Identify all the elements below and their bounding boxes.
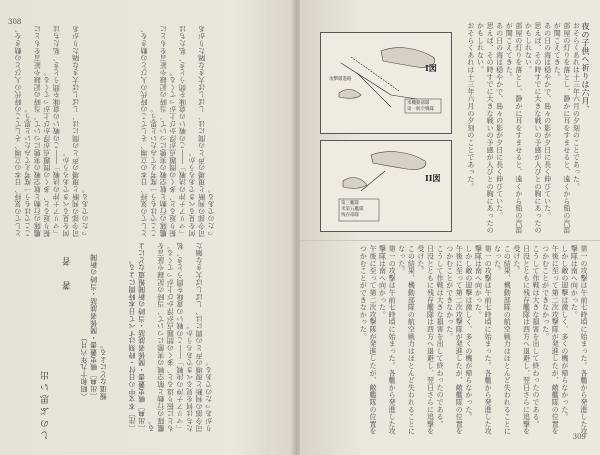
left-upper-text	[14, 22, 132, 237]
right-page-number: 309	[572, 433, 586, 441]
map-one-drawing	[321, 33, 451, 133]
text-column: しかし敵の迎撃は激しく、多くの機が帰らなかった。	[560, 245, 569, 421]
text-column: 思えば、その時すでに大きな戦いの予感が人びとの胸にあったのかもしれない。	[524, 22, 543, 234]
text-column: 夜の子供へ祈りは六月、	[581, 22, 590, 114]
text-column: 「マリアナ沖の決戦」――この戦いの意味を問うとき、私たちは何を見るべきであろうか。	[178, 25, 196, 237]
map-note: 攻撃隊進路	[329, 77, 352, 82]
text-column: 思えば、その時すでに大きな戦いの予感が人びとの胸にあったのかもしれない。	[476, 22, 495, 234]
left-upper-text-2	[140, 22, 280, 237]
text-column: 日没とともに残存艦隊は西方へ退避し、翌日さらに追撃を受けた。	[512, 245, 531, 435]
text-column: 午後に至って第二次攻撃隊が発進したが、敵艦隊の位置をつかむことができなかった。	[359, 245, 377, 435]
text-column: 〔出典〕戦史叢書・関係者談話・当時の新聞報道などによる。	[89, 254, 108, 400]
map-note: 米第五艦隊	[341, 207, 364, 212]
text-column: 〔注〕本文中の日付・時刻はすべて日本時間による。	[128, 256, 136, 432]
right-upper-text	[460, 22, 590, 234]
route-line	[391, 95, 417, 99]
figure-label-two: II図	[425, 173, 441, 183]
left-lower-text	[128, 242, 283, 432]
figure-label-one: I図	[425, 63, 437, 73]
text-column: 艦隊の行動と航空戦の実態について、当時の記録や証言をもとに振り返ると、多くの問題点が浮かび上がってくる。	[156, 242, 175, 432]
section-divider	[300, 240, 600, 241]
source-note: （昭和十九年六月）	[80, 334, 88, 400]
map-figure	[320, 32, 450, 232]
map-note: 第一航空戦隊	[407, 107, 434, 112]
text-column: 司令部の判断と現場の声との間には、しばしば大きな隔たりがあったのである。	[197, 25, 216, 237]
route-line	[357, 73, 391, 107]
map-one	[320, 32, 452, 134]
text-column: としての気持、日本の立場、そしてこの時代の人びとの動きを、ここではもう一度考えてみたいと思う。	[14, 25, 32, 237]
map-note: 米機動部隊	[407, 101, 430, 106]
text-column: 艦隊の行動と航空戦の実態について、当時の記録や証言をもとに振り返ると、多くの問題点が浮かび上がってくる。	[33, 25, 51, 237]
caption-author: 著 者	[63, 254, 73, 290]
map-note: 残存部隊	[341, 213, 359, 218]
text-column: 部屋の灯りを落とし、静かに耳をすませると、遠くから船の汽笛が聞こえてきた。	[505, 22, 523, 234]
text-column: おそらくあれは十三年六月の夕刻のことであった。	[466, 22, 475, 190]
text-column: この結果、機動部隊の航空戦力はほとんど失われることになった。	[493, 245, 512, 435]
left-page	[0, 0, 294, 455]
right-lower-text	[310, 245, 588, 440]
text-column: 午後に至って第二次攻撃隊が発進したが、敵艦隊の位置をつかむことができなかった。	[445, 245, 464, 435]
text-column: 午後に至って第二次攻撃隊が発進したが、敵艦隊の位置をつかむことができなかった。	[541, 245, 560, 435]
map-note: 第三艦隊	[341, 201, 359, 206]
text-column: この結果、機動部隊の航空戦力はほとんど失われることになった。	[397, 245, 416, 435]
island-shape	[343, 178, 367, 189]
map-two	[320, 140, 452, 232]
text-column: 司令部の判断と現場の声との間には、しばしば大きな隔たりがあったのである。	[195, 242, 213, 432]
text-column: こうして作戦は大きな損害を出して終わったのである。	[436, 245, 445, 428]
text-column: としての気持、日本の立場、そしてこの時代の人びとの動きを、ここではもう一度考えてみたいと思う。	[140, 25, 158, 237]
island-shape	[371, 152, 426, 170]
text-column: 艦隊の行動と航空戦の実態について、当時の記録や証言をもとに振り返ると、多くの問題点が浮かび上がってくる。	[159, 25, 177, 237]
text-column: あの日の海は穏やかで、島々の影が夕日に長く伸びていた。	[495, 22, 504, 220]
text-column: 〔出典〕戦史叢書・関係者談話・当時の新聞報道などによる。	[137, 242, 156, 432]
text-column: 「マリアナ沖の決戦」――この戦いの意味を問うとき、私たちは何を見るべきであろうか。	[52, 25, 70, 237]
text-column: 第一の攻撃は午前七時頃に始まった。各艦から発進した攻撃隊は南へ向かった。	[474, 245, 493, 435]
text-column: 司令部の判断と現場の声との間には、しばしば大きな隔たりがあったのである。	[71, 25, 90, 237]
text-column: 「マリアナ沖の決戦」――この戦いの意味を問うとき、私たちは何を見るべきであろうか。	[175, 242, 194, 432]
text-column: こうして作戦は大きな損害を出して終わったのである。	[532, 245, 541, 428]
text-column: 日没とともに残存艦隊は西方へ退避し、翌日さらに追撃を受けた。	[416, 245, 435, 435]
text-column: 部屋の灯りを落とし、静かに耳をすませると、遠くから船の汽笛が聞こえてきた。	[553, 22, 571, 234]
text-column: あの日の海は穏やかで、島々の影が夕日に長く伸びていた。	[543, 22, 552, 220]
island-shape	[339, 89, 361, 98]
left-note-column	[80, 250, 120, 400]
left-page-number: 308	[8, 18, 22, 26]
text-column: 第一の攻撃は午前七時頃に始まった。各艦から発進した攻撃隊は南へ向かった。	[570, 245, 588, 435]
text-column: おそらくあれは十三年六月の夕刻のことであった。	[572, 22, 581, 190]
caption-title: しのぶ思い出	[41, 368, 51, 440]
route-line	[361, 171, 385, 191]
text-column: しかし敵の迎撃は激しく、多くの機が帰らなかった。	[464, 245, 473, 421]
text-column: 第一の攻撃は午前七時頃に始まった。各艦から発進した攻撃隊は南へ向かった。	[378, 245, 397, 435]
